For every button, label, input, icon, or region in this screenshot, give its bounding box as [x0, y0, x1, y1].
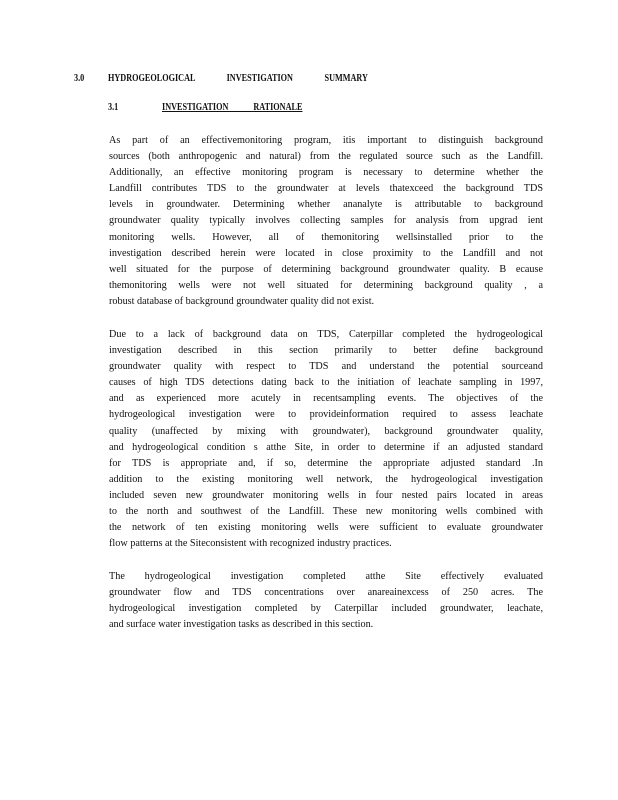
text-line: groundwater quality typically involves collecting samples for analysis from upgrad ient [109, 215, 543, 227]
text-line: hydrogeological investigation completed by Caterpillar included groundwater, leachate, [109, 603, 543, 615]
section-title: HYDROGEOLOGICAL INVESTIGATION SUMMARY [108, 73, 368, 84]
text-line: Due to a lack of background data on TDS, Caterpillar completed the hydrogeological [109, 329, 543, 340]
text-line: Additionally, an effective monitoring program is necessary to determine whether the [109, 167, 543, 179]
text-line: to the north and southwest of the Landfill. These new monitoring wells combined with [109, 506, 543, 518]
text-line: groundwater quality with respect to TDS and understand the potential sourceand [109, 361, 543, 373]
text-line: investigation described herein were located in close proximity to the Landfill and not [109, 247, 543, 259]
text-line: The hydrogeological investigation completed atthe Site effectively evaluated [109, 571, 543, 582]
text-line: addition to the existing monitoring well network, the hydrogeological investigation [109, 473, 543, 485]
text-line: Landfill contributes TDS to the groundwater at levels thatexceed the background TDS [109, 183, 543, 195]
text-line: causes of high TDS detections dating back to the initiation of leachate sampling in 1997, [109, 377, 543, 389]
text-line: and as experienced more acutely in recentsampling events. The objectives of the [109, 393, 543, 405]
text-line: As part of an effectivemonitoring program, itis important to distinguish background [109, 135, 543, 146]
text-line: quality (unaffected by mixing with groundwater), background groundwater quality, [109, 425, 543, 437]
text-line: groundwater flow and TDS concentrations over anareainexcess of 250 acres. The [109, 587, 543, 599]
text-line: levels in groundwater. Determining whether ananalyte is attributable to background [109, 199, 543, 211]
section-number: 3.0 [74, 73, 85, 84]
text-line: well situated for the purpose of determining background groundwater quality. B ecause [109, 263, 543, 275]
text-line: sources (both anthropogenic and natural) from the regulated source such as the Landfill. [109, 151, 543, 163]
text-line: hydrogeological investigation were to provideinformation required to assess leachate [109, 409, 543, 421]
subsection-title: INVESTIGATION RATIONALE [162, 102, 303, 113]
text-line: monitoring wells. However, all of themonitoring wellsinstalled prior to the [109, 231, 543, 243]
text-line: the network of ten existing monitoring wells were sufficient to evaluate groundwater [109, 522, 543, 534]
text-line: and surface water investigation tasks as described in this section. [109, 619, 374, 631]
text-line: flow patterns at the Siteconsistent with recognized industry practices. [109, 538, 392, 550]
text-line: robust database of background groundwater quality did not exist. [109, 295, 375, 307]
paragraph-1 [109, 133, 543, 310]
text-line: included seven new groundwater monitoring wells in four nested pairs located in areas [109, 489, 543, 501]
paragraph-3 [109, 569, 543, 633]
subsection-number: 3.1 [108, 102, 119, 113]
text-line: for TDS is appropriate and, if so, determine the appropriate adjusted standard .In [109, 457, 543, 469]
paragraph-2 [109, 327, 543, 552]
text-line: and hydrogeological condition s atthe Site, in order to determine if an adjusted standard [109, 441, 543, 453]
text-line: themonitoring wells were not well situated for determining background quality , a [109, 279, 543, 291]
text-line: investigation described in this section primarily to better define background [109, 345, 543, 357]
